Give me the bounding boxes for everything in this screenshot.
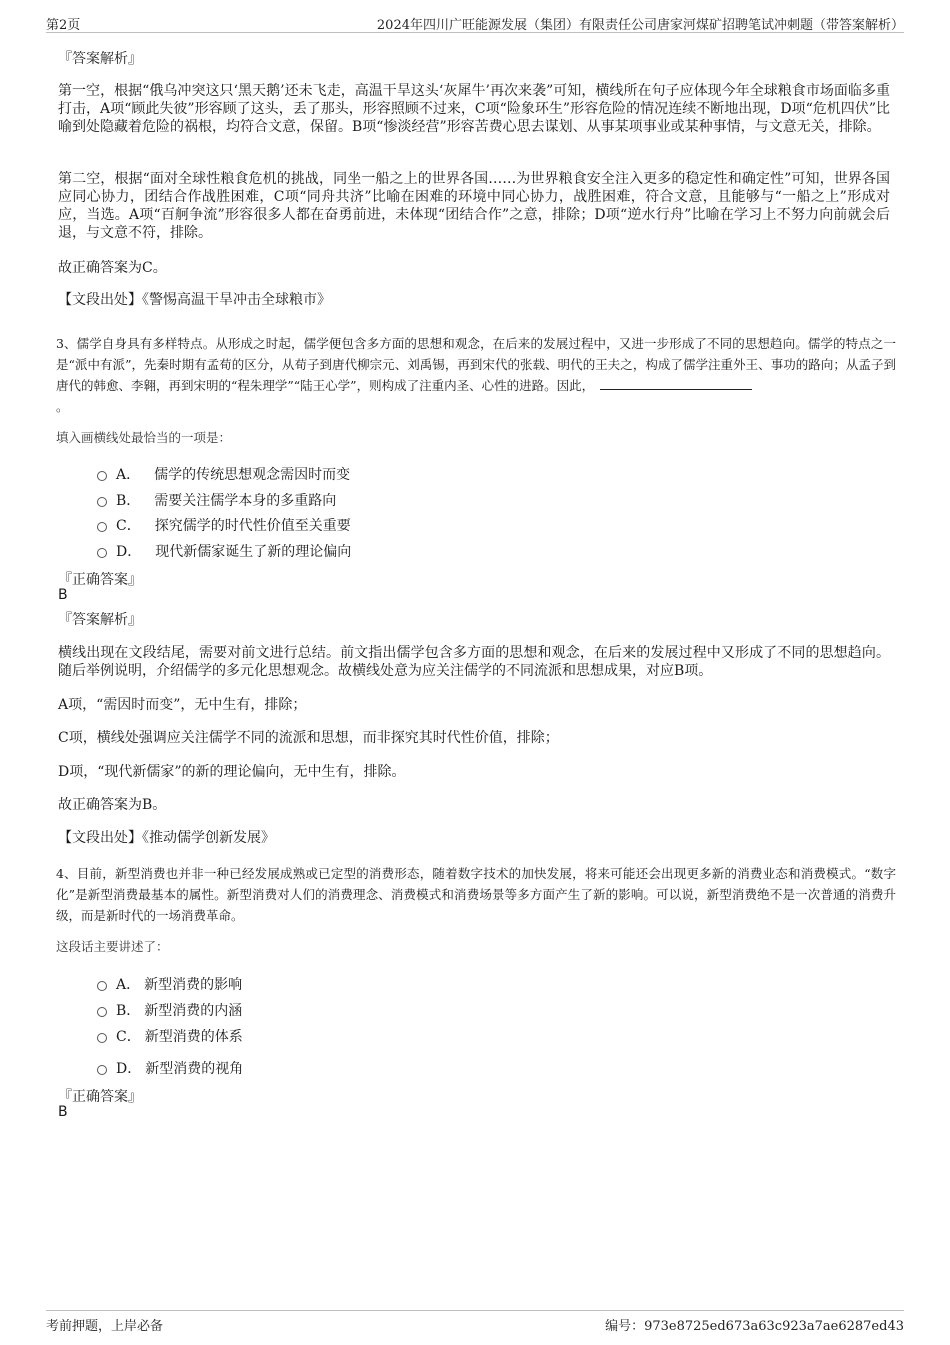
- source-citation: 【文段出处】《警惕高温干旱冲击全球粮市》: [58, 292, 331, 308]
- option-b[interactable]: B． 需要关注儒学本身的多重路向: [97, 490, 336, 510]
- radio-icon[interactable]: [97, 1065, 107, 1075]
- analysis-paragraph-1: 横线出现在文段结尾，需要对前文进行总结。前文指出儒学包含多方面的思想和观念，在后来的发展过程中又形成了不同的思想趋向。随后举例说明，介绍儒学的多元化思想观念。故横线处意为应关注儒学的不同流派和思想成果，对应B项。: [58, 645, 890, 679]
- analysis-option-c: C项，横线处强调应关注儒学不同的流派和思想，而非探究其时代性价值，排除；: [58, 730, 559, 746]
- radio-icon[interactable]: [97, 497, 107, 507]
- radio-icon[interactable]: [97, 1033, 107, 1043]
- source-citation: 【文段出处】《推动儒学创新发展》: [58, 830, 275, 846]
- option-c[interactable]: C． 探究儒学的时代性价值至关重要: [97, 515, 351, 535]
- analysis-conclusion: 故正确答案为C。: [58, 260, 167, 276]
- question-3-prompt: 填入画横线处最恰当的一项是：: [56, 430, 232, 445]
- option-d[interactable]: D． 现代新儒家诞生了新的理论偏向: [97, 541, 351, 561]
- document-id: 编号：973e8725ed673a63c923a7ae6287ed43: [605, 1319, 904, 1334]
- option-d[interactable]: D． 新型消费的视角: [97, 1058, 243, 1078]
- analysis-paragraph-1: 第一空，根据“俄乌冲突这只‘黑天鹅’还未飞走，高温干旱这头‘灰犀牛’再次来袭”可知，横线所在句子应体现今年全球粮食市场面临多重打击，A项“顾此失彼”形容顾了这头，丢了那头，形容照顾不过来，C项“险象环生”形容危险的情况连续不断地出现，D项“危机四伏”比喻到处隐藏着危险的祸根，均符合文意，保留。B项“惨淡经营”形容苦费心思去谋划、从事某项事业或某种事情，与文意无关，排除。: [58, 83, 890, 135]
- footer-slogan: 考前押题，上岸必备: [46, 1319, 164, 1334]
- page-footer: [46, 1310, 904, 1335]
- analysis-paragraph-2: 第二空，根据“面对全球性粮食危机的挑战，同坐一船之上的世界各国……为世界粮食安全注入更多的稳定性和确定性”可知，世界各国应同心协力，团结合作战胜困难，C项“同舟共济”比喻在困难的环境中同心协力，战胜困难，符合文意，且能够与“一船之上”形成对应，当选。A项“百舸争流”形容很多人都在奋勇前进，未体现“团结合作”之意，排除；D项“逆水行舟”比喻在学习上不努力向前就会后退，与文意不符，排除。: [58, 171, 890, 241]
- radio-icon[interactable]: [97, 981, 107, 991]
- page-header: [46, 12, 904, 33]
- analysis-label: 『答案解析』: [58, 51, 142, 67]
- analysis-option-d: D项，“现代新儒家”的新的理论偏向，无中生有，排除。: [58, 764, 406, 780]
- page-number: 第2页: [46, 18, 81, 33]
- question-4-text: 4、目前，新型消费也并非一种已经发展成熟或已定型的消费形态，随着数字技术的加快发展，将来可能还会出现更多新的消费业态和消费模式。“数字化”是新型消费最基本的属性。新型消费对人们的消费理念、消费模式和消费场景等多方面产生了新的影响。可以说，新型消费绝不是一次普通的消费升级，而是新时代的一场消费革命。: [56, 866, 896, 923]
- radio-icon[interactable]: [97, 522, 107, 532]
- correct-answer: B: [58, 587, 68, 603]
- correct-answer: B: [58, 1104, 68, 1120]
- radio-icon[interactable]: [97, 1007, 107, 1017]
- question-4-prompt: 这段话主要讲述了：: [56, 939, 169, 954]
- correct-answer-label: 『正确答案』: [58, 1089, 142, 1105]
- analysis-label: 『答案解析』: [58, 612, 142, 628]
- correct-answer-label: 『正确答案』: [58, 572, 142, 588]
- radio-icon[interactable]: [97, 548, 107, 558]
- radio-icon[interactable]: [97, 471, 107, 481]
- fill-blank: [600, 377, 752, 390]
- document-title: 2024年四川广旺能源发展（集团）有限责任公司唐家河煤矿招聘笔试冲刺题（带答案解析）: [376, 18, 904, 33]
- question-3-text: 3、儒学自身具有多样特点。从形成之时起，儒学便包含多方面的思想和观念，在后来的发展过程中，又进一步形成了不同的思想趋向。儒学的特点之一是“派中有派”，先秦时期有孟荀的区分，从荀子到唐代柳宗元、刘禹锡，再到宋代的张载、明代的王夫之，构成了儒学注重外王、事功的路向；从孟子到唐代的韩愈、李翱，再到宋明的“程朱理学”“陆王心学”，则构成了注重内圣、心性的进路。因此， 。: [56, 336, 896, 414]
- option-b[interactable]: B． 新型消费的内涵: [97, 1000, 242, 1020]
- option-a[interactable]: A． 儒学的传统思想观念需因时而变: [97, 464, 350, 484]
- analysis-conclusion: 故正确答案为B。: [58, 797, 167, 813]
- option-c[interactable]: C． 新型消费的体系: [97, 1026, 243, 1046]
- analysis-option-a: A项，“需因时而变”，无中生有，排除；: [58, 697, 307, 713]
- option-a[interactable]: A． 新型消费的影响: [97, 974, 242, 994]
